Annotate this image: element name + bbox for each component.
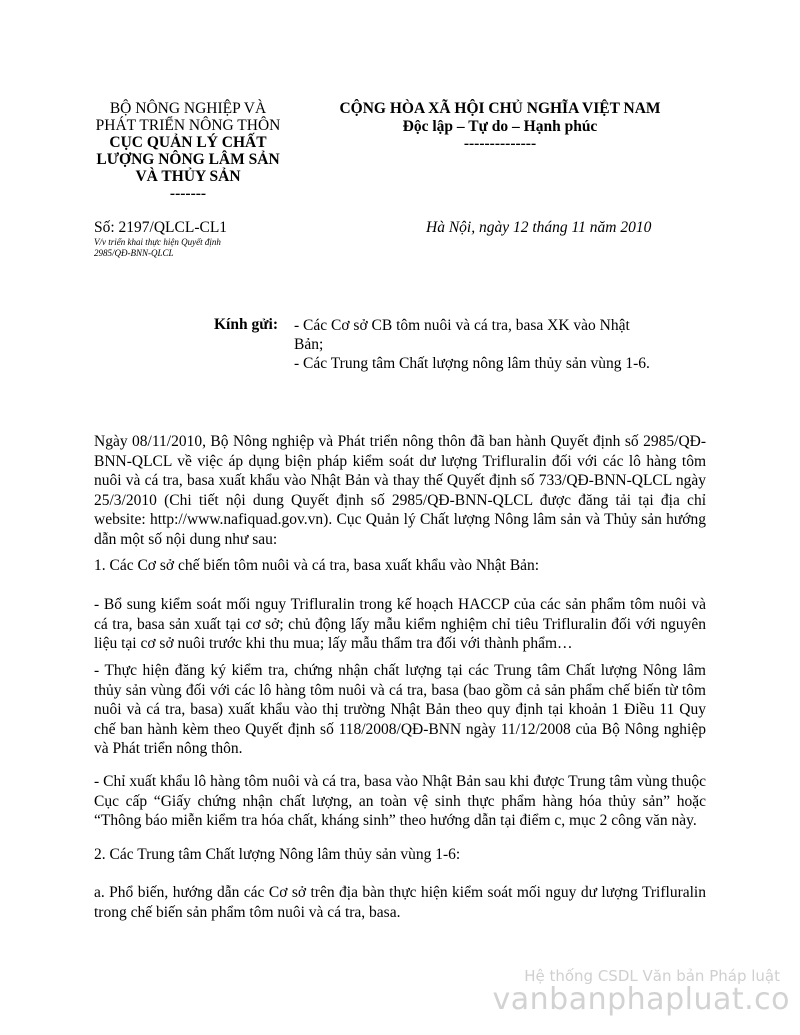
- org-divider: -------: [169, 185, 207, 202]
- nation-divider: --------------: [463, 135, 537, 152]
- subject-line-1: V/v triển khai thực hiện Quyết định: [94, 237, 221, 247]
- recipients-label: Kính gửi:: [214, 316, 278, 333]
- section-1-paragraph-2: - Thực hiện đăng ký kiểm tra, chứng nhận chất lượng tại các Trung tâm Chất lượng Nông lâm thủy sản vùng đối với các lô hàng tôm nuôi và cá tra, basa (bao gồm cả sản phẩm chế biến từ tôm nuôi và cá tra, basa) xuất khẩu vào thị trường Nhật Bản theo quy định tại khoản 1 Điều 11 Quy chế ban hành kèm theo Quyết định số 118/2008/QĐ-BNN ngày 11/12/2008 của Bộ Nông nghiệp và Phát triển nông thôn.: [94, 662, 706, 757]
- document-number: Số: 2197/QLCL-CL1: [94, 219, 228, 236]
- org-line-5: VÀ THỦY SẢN: [135, 168, 241, 185]
- org-line-4: LƯỢNG NÔNG LÂM SẢN: [96, 151, 280, 168]
- section-2-item-a: a. Phổ biến, hướng dẫn các Cơ sở trên địa bàn thực hiện kiểm soát mối nguy dư lượng Trifluralin trong chế biến sản phẩm tôm nuôi và cá tra, basa.: [94, 884, 706, 921]
- section-1-heading: 1. Các Cơ sở chế biến tôm nuôi và cá tra, basa xuất khẩu vào Nhật Bản:: [94, 557, 540, 574]
- recipients-list: [294, 316, 654, 373]
- org-line-2: PHÁT TRIỂN NÔNG THÔN: [95, 117, 281, 134]
- intro-paragraph: Ngày 08/11/2010, Bộ Nông nghiệp và Phát triển nông thôn đã ban hành Quyết định số 2985/QĐ-BNN-QLCL về việc áp dụng biện pháp kiểm soát dư lượng Trifluralin đối với các lô hàng tôm nuôi và cá tra, basa xuất khẩu vào Nhật Bản và thay thế Quyết định số 733/QĐ-BNN-QLCL ngày 25/3/2010 (Chi tiết nội dung Quyết định số 2985/QĐ-BNN-QLCL được đăng tải tại địa chỉ website: http://www.nafiquad.gov.vn). Cục Quản lý Chất lượng Nông lâm sản và Thủy sản hướng dẫn một số nội dung như sau:: [94, 433, 706, 548]
- org-line-1: BỘ NÔNG NGHIỆP VÀ: [109, 100, 267, 117]
- org-line-3: CỤC QUẢN LÝ CHẤT: [109, 134, 267, 151]
- nation-title: CỘNG HÒA XÃ HỘI CHỦ NGHĨA VIỆT NAM: [339, 100, 661, 117]
- watermark-site: vanbanphapluat.co: [492, 982, 790, 1017]
- national-header: [300, 100, 700, 153]
- recipient-1: - Các Cơ sở CB tôm nuôi và cá tra, basa XK vào Nhật Bản;: [294, 317, 630, 353]
- nation-motto: Độc lập – Tự do – Hạnh phúc: [402, 117, 598, 135]
- section-1-paragraph-1: - Bổ sung kiểm soát mối nguy Trifluralin trong kế hoạch HACCP của các sản phẩm tôm nuôi và cá tra, basa sản xuất tại cơ sở; chủ động lấy mẫu kiểm nghiệm chỉ tiêu Trifluralin đối với nguyên liệu tại cơ sở nuôi trước khi thu mua; lấy mẫu thẩm tra đối với thành phẩm…: [94, 596, 706, 652]
- subject-line-2: 2985/QĐ-BNN-QLCL: [94, 248, 174, 258]
- section-2-heading: 2. Các Trung tâm Chất lượng Nông lâm thủy sản vùng 1-6:: [94, 846, 461, 863]
- recipient-2: - Các Trung tâm Chất lượng nông lâm thủy sản vùng 1-6.: [294, 355, 650, 372]
- watermark-caption: Hệ thống CSDL Văn bản Pháp luật: [524, 967, 780, 985]
- section-1-paragraph-3: - Chỉ xuất khẩu lô hàng tôm nuôi và cá tra, basa vào Nhật Bản sau khi được Trung tâm vùng thuộc Cục cấp “Giấy chứng nhận chất lượng, an toàn vệ sinh thực phẩm hàng hóa thủy sản” hoặc “Thông báo miễn kiểm tra hóa chất, kháng sinh” theo hướng dẫn tại điểm c, mục 2 công văn này.: [94, 773, 706, 829]
- issuing-organization: [78, 100, 298, 202]
- document-subject: [94, 237, 274, 259]
- document-date: Hà Nội, ngày 12 tháng 11 năm 2010: [426, 219, 652, 236]
